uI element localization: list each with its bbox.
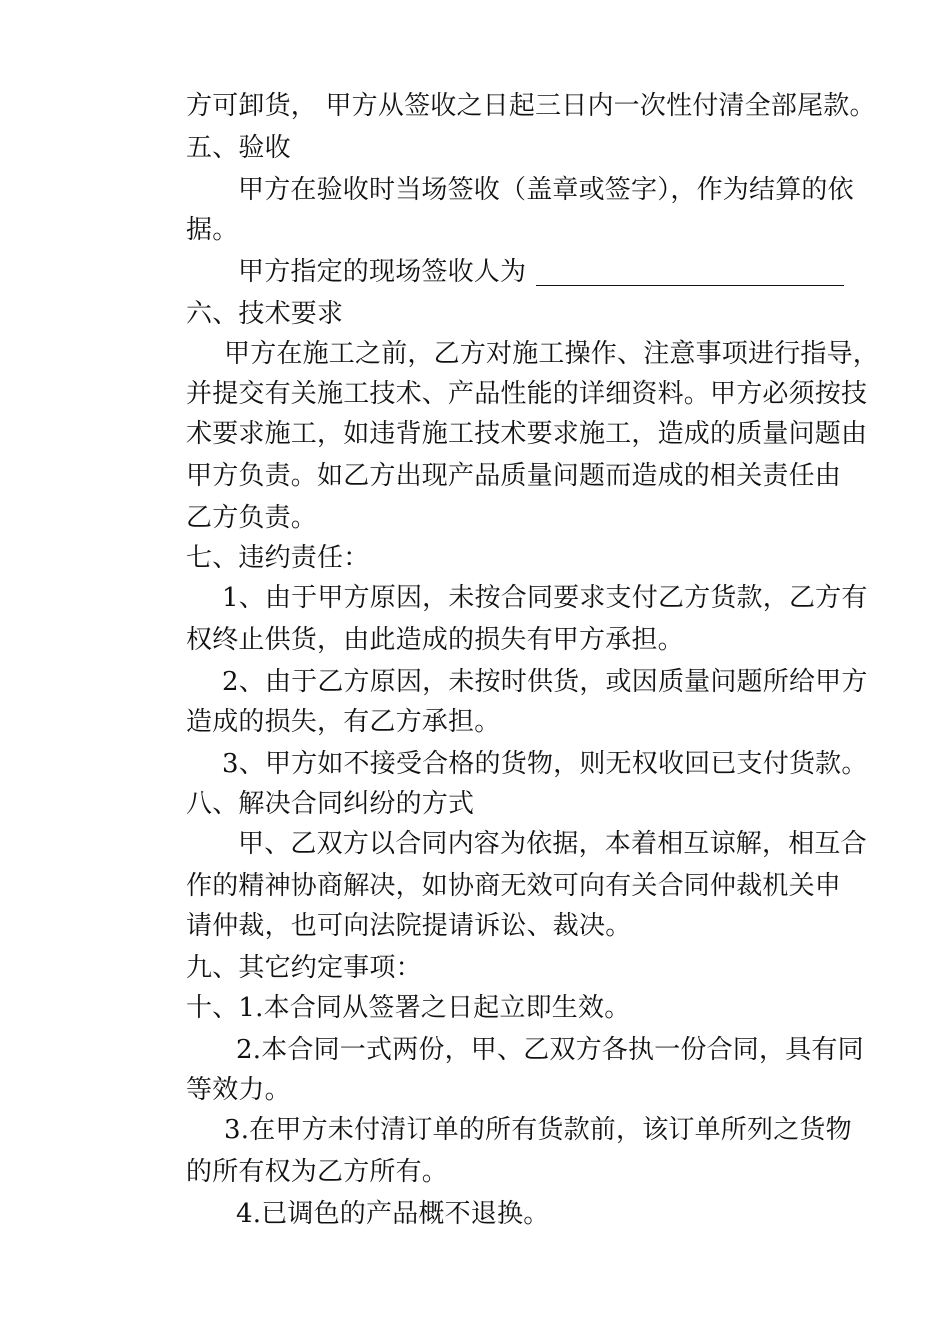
- text-line: 2、由于乙方原因，未按时供货，或因质量问题所给甲方: [222, 667, 868, 697]
- text-line: 十、1.本合同从签署之日起立即生效。: [186, 993, 631, 1023]
- text-line: 权终止供货，由此造成的损失有甲方承担。: [186, 625, 684, 655]
- text-line: 术要求施工，如违背施工技术要求施工，造成的质量问题由: [186, 419, 868, 449]
- signatory-blank: [536, 259, 844, 286]
- text-line: 据。: [186, 215, 239, 245]
- text-line: 4.已调色的产品概不退换。: [236, 1199, 550, 1229]
- text-line: 甲方在施工之前，乙方对施工操作、注意事项进行指导，: [224, 339, 880, 369]
- signatory-line: [238, 252, 844, 292]
- text-line: 的所有权为乙方所有。: [186, 1157, 449, 1187]
- text-line: 乙方负责。: [186, 503, 318, 533]
- text-line: 2.本合同一式两份，甲、乙双方各执一份合同，具有同: [236, 1035, 864, 1065]
- text-line: 请仲裁，也可向法院提请诉讼、裁决。: [186, 911, 632, 941]
- text-line: 造成的损失，有乙方承担。: [186, 707, 501, 737]
- text-line: 3.在甲方未付清订单的所有货款前，该订单所列之货物: [224, 1115, 852, 1145]
- text-line: 甲方负责。如乙方出现产品质量问题而造成的相关责任由: [186, 461, 842, 491]
- text-line: 作的精神协商解决，如协商无效可向有关合同仲裁机关申: [186, 871, 842, 901]
- text-line: 甲、乙双方以合同内容为依据，本着相互谅解，相互合: [238, 829, 867, 859]
- text-line: 甲方在验收时当场签收（盖章或签字），作为结算的依: [238, 175, 854, 205]
- text-line: 方可卸货， 甲方从签收之日起三日内一次性付清全部尾款。: [186, 91, 876, 121]
- text-line: 等效力。: [186, 1075, 291, 1105]
- section-heading: 九、其它约定事项：: [186, 953, 422, 983]
- section-heading: 八、解决合同纠纷的方式: [186, 789, 475, 819]
- text-line: 并提交有关施工技术、产品性能的详细资料。甲方必须按技: [186, 379, 868, 409]
- signatory-label: 甲方指定的现场签收人为: [238, 257, 527, 287]
- section-heading: 七、违约责任：: [186, 543, 370, 573]
- text-line: 1、由于甲方原因，未按合同要求支付乙方货款，乙方有: [222, 583, 868, 613]
- section-heading: 五、验收: [186, 133, 291, 163]
- section-heading: 六、技术要求: [186, 299, 344, 329]
- text-line: 3、甲方如不接受合格的货物，则无权收回已支付货款。: [222, 749, 868, 779]
